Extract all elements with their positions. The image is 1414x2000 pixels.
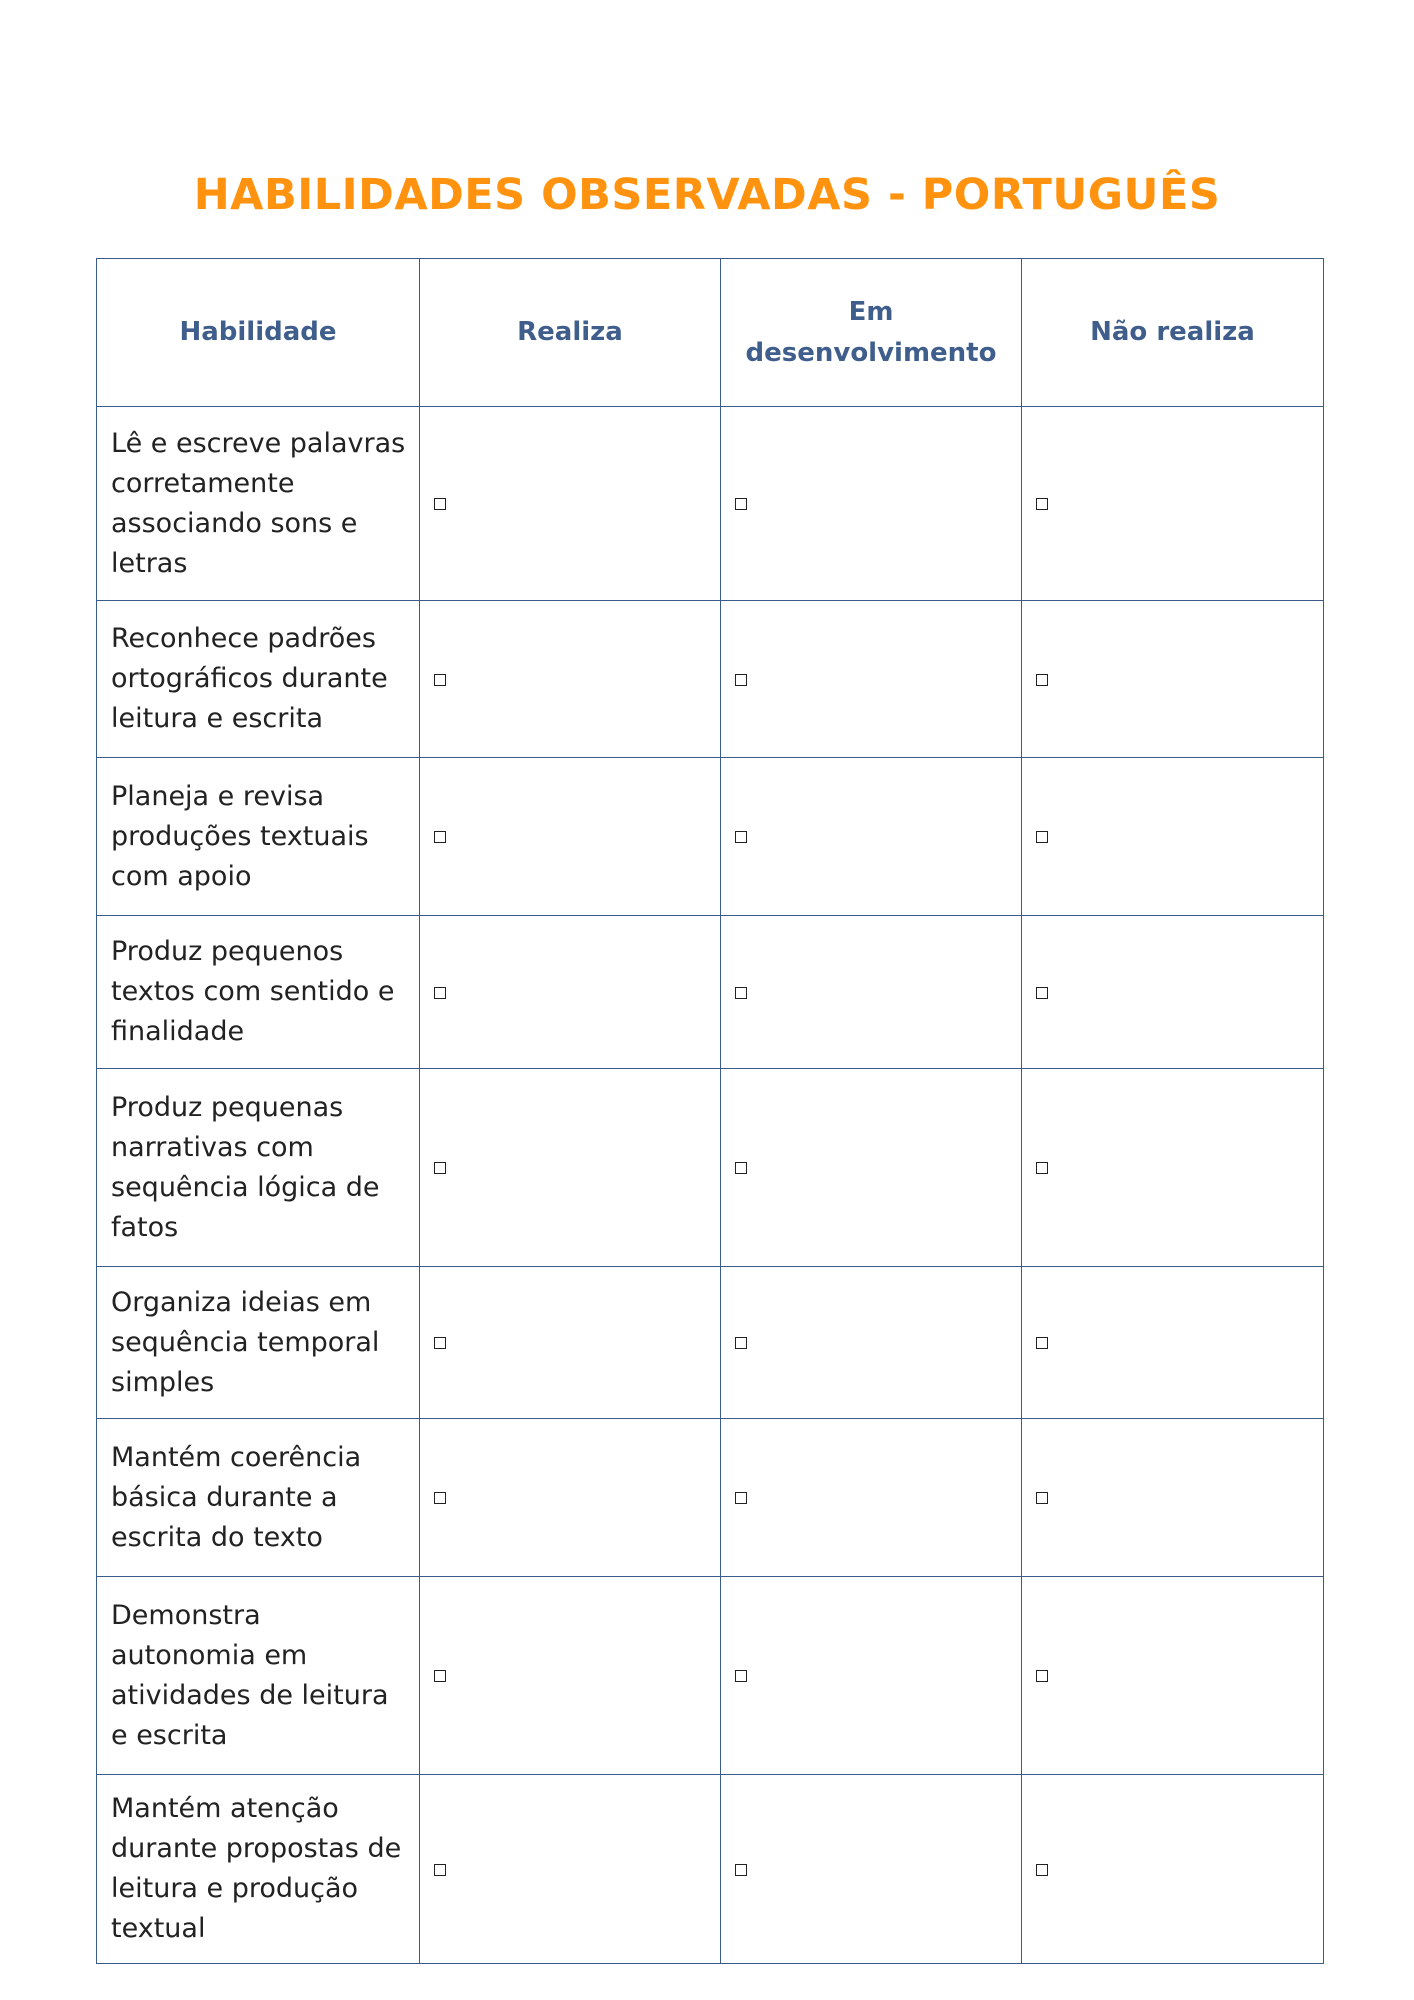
em-desenvolvimento-checkbox[interactable] [735,987,747,999]
nao-realiza-cell [1022,916,1324,1069]
realiza-checkbox[interactable] [434,674,446,686]
realiza-checkbox[interactable] [434,1162,446,1174]
skill-cell: Demonstra autonomia em atividades de leitura e escrita [97,1577,420,1775]
realiza-checkbox[interactable] [434,831,446,843]
nao-realiza-checkbox[interactable] [1036,1864,1048,1876]
realiza-checkbox[interactable] [434,1337,446,1349]
em-desenvolvimento-cell [721,758,1022,916]
em-desenvolvimento-cell [721,407,1022,601]
realiza-cell [420,1775,721,1964]
skill-cell: Planeja e revisa produções textuais com apoio [97,758,420,916]
skill-cell: Mantém atenção durante propostas de leitura e produção textual [97,1775,420,1964]
table-row [97,601,1324,758]
em-desenvolvimento-checkbox[interactable] [735,1337,747,1349]
nao-realiza-cell [1022,1267,1324,1419]
table-row [97,758,1324,916]
skill-cell: Produz pequenas narrativas com sequência lógica de fatos [97,1069,420,1267]
nao-realiza-checkbox[interactable] [1036,1162,1048,1174]
skill-cell: Mantém coerência básica durante a escrita do texto [97,1419,420,1577]
table-header-row [97,259,1324,407]
skills-table [96,258,1324,1964]
realiza-cell [420,407,721,601]
column-header-em-desenvolvimento: Em desenvolvimento [721,259,1022,407]
column-header-habilidade: Habilidade [97,259,420,407]
nao-realiza-checkbox[interactable] [1036,1670,1048,1682]
table-row [97,916,1324,1069]
nao-realiza-checkbox[interactable] [1036,987,1048,999]
em-desenvolvimento-cell [721,1267,1022,1419]
nao-realiza-cell [1022,1577,1324,1775]
realiza-checkbox[interactable] [434,1864,446,1876]
realiza-cell [420,1577,721,1775]
em-desenvolvimento-checkbox[interactable] [735,674,747,686]
nao-realiza-checkbox[interactable] [1036,498,1048,510]
em-desenvolvimento-cell [721,601,1022,758]
em-desenvolvimento-checkbox[interactable] [735,1670,747,1682]
realiza-cell [420,601,721,758]
table-row [97,1069,1324,1267]
table-row [97,1775,1324,1964]
skill-cell: Reconhece padrões ortográficos durante leitura e escrita [97,601,420,758]
nao-realiza-cell [1022,758,1324,916]
table-row [97,1419,1324,1577]
em-desenvolvimento-cell [721,1775,1022,1964]
table-row [97,1267,1324,1419]
realiza-cell [420,1419,721,1577]
nao-realiza-cell [1022,1069,1324,1267]
table-row [97,1577,1324,1775]
table-row [97,407,1324,601]
realiza-cell [420,916,721,1069]
em-desenvolvimento-checkbox[interactable] [735,1864,747,1876]
realiza-checkbox[interactable] [434,498,446,510]
nao-realiza-checkbox[interactable] [1036,831,1048,843]
nao-realiza-cell [1022,407,1324,601]
nao-realiza-cell [1022,601,1324,758]
realiza-cell [420,1267,721,1419]
realiza-checkbox[interactable] [434,987,446,999]
em-desenvolvimento-cell [721,1069,1022,1267]
skill-cell: Produz pequenos textos com sentido e finalidade [97,916,420,1069]
realiza-checkbox[interactable] [434,1492,446,1504]
em-desenvolvimento-cell [721,1419,1022,1577]
em-desenvolvimento-cell [721,916,1022,1069]
page-title: HABILIDADES OBSERVADAS - PORTUGUÊS [193,169,1221,220]
realiza-cell [420,1069,721,1267]
skill-cell: Lê e escreve palavras corretamente associando sons e letras [97,407,420,601]
column-header-realiza: Realiza [420,259,721,407]
em-desenvolvimento-checkbox[interactable] [735,831,747,843]
realiza-checkbox[interactable] [434,1670,446,1682]
nao-realiza-cell [1022,1775,1324,1964]
em-desenvolvimento-checkbox[interactable] [735,498,747,510]
em-desenvolvimento-cell [721,1577,1022,1775]
nao-realiza-cell [1022,1419,1324,1577]
em-desenvolvimento-checkbox[interactable] [735,1492,747,1504]
em-desenvolvimento-checkbox[interactable] [735,1162,747,1174]
skill-cell: Organiza ideias em sequência temporal simples [97,1267,420,1419]
nao-realiza-checkbox[interactable] [1036,674,1048,686]
column-header-nao-realiza: Não realiza [1022,259,1324,407]
realiza-cell [420,758,721,916]
nao-realiza-checkbox[interactable] [1036,1492,1048,1504]
nao-realiza-checkbox[interactable] [1036,1337,1048,1349]
